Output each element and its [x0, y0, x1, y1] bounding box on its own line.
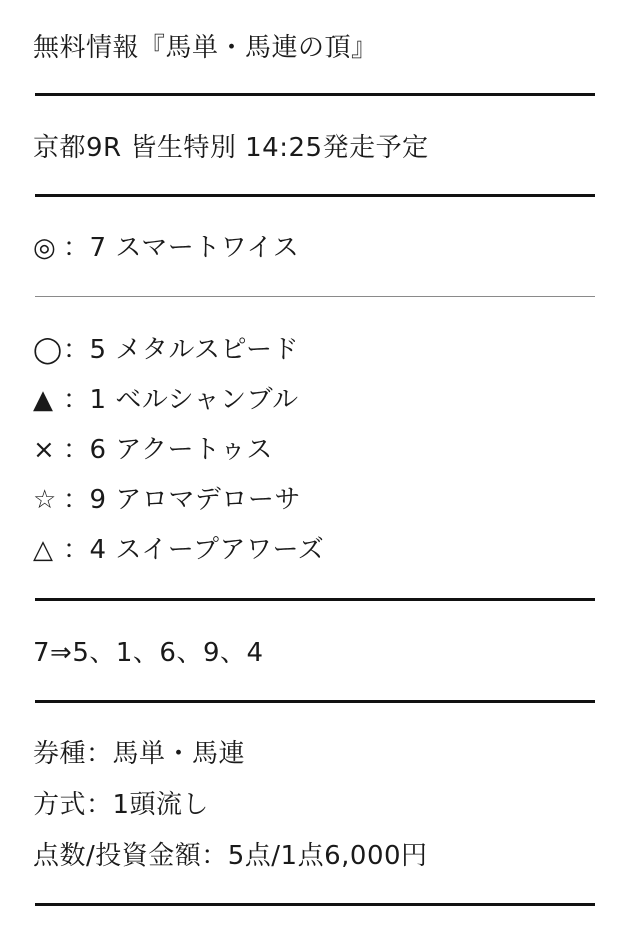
- ticket-type: 券種：馬単・馬連: [33, 739, 246, 769]
- race-info: 京都9R 皆生特別 14:25発走予定: [33, 133, 429, 163]
- pick-horse: 5 メタルスピード: [89, 335, 300, 365]
- cross-mark: ×: [33, 435, 56, 465]
- pick-honmei: [33, 231, 299, 265]
- ticket-cost: 点数/投資金額：5点/1点6,000円: [33, 841, 428, 871]
- pick-horse: 1 ベルシャンブル: [89, 385, 299, 415]
- divider: [35, 194, 595, 197]
- divider-thin: [35, 296, 595, 297]
- divider: [35, 903, 595, 906]
- pick-separator: ：: [63, 535, 90, 565]
- ticket-method: 方式：1頭流し: [33, 790, 210, 820]
- triangle-outline-mark: △: [33, 535, 54, 565]
- pick-horse: 9 アロマデローサ: [89, 485, 301, 515]
- pick-horse: 6 アクートゥス: [89, 435, 273, 465]
- pick-triangle: [33, 533, 324, 567]
- pick-separator: ：: [63, 435, 90, 465]
- pick-tanana: [33, 383, 299, 417]
- pick-taikou: [33, 333, 299, 367]
- pick-horse: 7 スマートワイス: [89, 233, 300, 263]
- divider: [35, 93, 595, 96]
- pick-separator: ：: [63, 485, 90, 515]
- double-circle-mark: ◎: [33, 233, 57, 263]
- pick-star: [33, 483, 301, 517]
- page-title: 無料情報『馬単・馬連の頂』: [33, 33, 378, 63]
- pick-separator: ：: [63, 233, 90, 263]
- divider: [35, 700, 595, 703]
- circle-mark: ◯: [33, 335, 63, 365]
- pick-separator: ：: [63, 335, 90, 365]
- pick-horse: 4 スイープアワーズ: [89, 535, 325, 565]
- divider: [35, 598, 595, 601]
- star-mark: ☆: [33, 485, 57, 515]
- pick-cross: [33, 433, 273, 467]
- triangle-filled-mark: ▲: [33, 385, 54, 415]
- pick-separator: ：: [63, 385, 90, 415]
- combination: 7⇒5、1、6、9、4: [33, 638, 264, 668]
